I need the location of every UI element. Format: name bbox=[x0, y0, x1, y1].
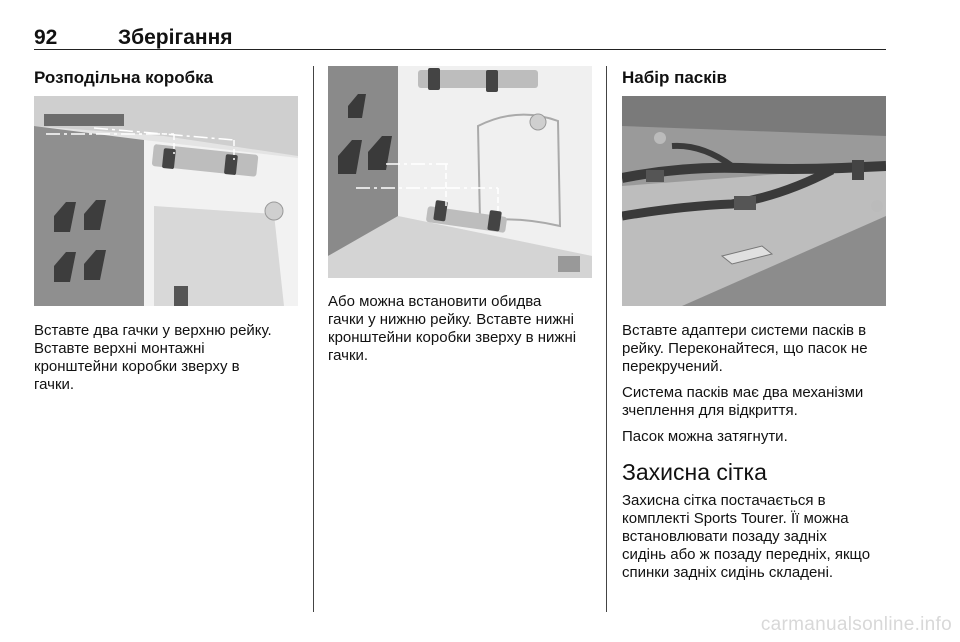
illustration-upper-rail bbox=[34, 96, 298, 306]
col1-line-4: гачки. bbox=[34, 376, 75, 393]
col3-para1-line-3: перекручений. bbox=[622, 358, 723, 375]
figure-box-upper-rail bbox=[34, 96, 298, 306]
illustration-lower-rail bbox=[328, 66, 592, 278]
col3-para1-line-2: рейку. Переконайтеся, що пасок не bbox=[622, 340, 868, 357]
col3-para3-line-1: Пасок можна затягнути. bbox=[622, 428, 788, 445]
col3-para2-line-1: Система пасків має два механізми bbox=[622, 384, 864, 401]
col2-line-2: гачки у нижню рейку. Вставте нижні bbox=[328, 311, 574, 328]
watermark: carmanualsonline.info bbox=[760, 614, 952, 635]
col1-line-1: Вставте два гачки у верхню рейку. bbox=[34, 322, 272, 339]
column-divider-1 bbox=[313, 66, 314, 612]
col3-para1-line-1: Вставте адаптери системи пасків в bbox=[622, 322, 867, 339]
col3-para4-line-4: сидінь або ж позаду передніх, якщо bbox=[622, 546, 871, 563]
col3-para4-line-2: комплекті Sports Tourer. Її можна bbox=[622, 510, 849, 527]
col2-line-3: кронштейни коробки зверху в нижні bbox=[328, 329, 577, 346]
col1-line-3: кронштейни коробки зверху в bbox=[34, 358, 240, 375]
col3-para4-line-3: встановлювати позаду задніх bbox=[622, 528, 827, 545]
illustration-strap-kit bbox=[622, 96, 886, 306]
col1-line-2: Вставте верхні монтажні bbox=[34, 340, 205, 357]
header-rule bbox=[34, 49, 886, 50]
col3-para2-line-2: зчеплення для відкриття. bbox=[622, 402, 798, 419]
section-heading-strap-kit: Набір пасків bbox=[622, 68, 727, 87]
chapter-title: Зберігання bbox=[118, 26, 233, 49]
section-heading-safety-net: Захисна сітка bbox=[622, 459, 767, 485]
figure-box-strap-kit bbox=[622, 96, 886, 306]
col3-para4-line-1: Захисна сітка постачається в bbox=[622, 492, 826, 509]
col2-line-4: гачки. bbox=[328, 347, 369, 364]
section-heading-distribution-box: Розподільна коробка bbox=[34, 68, 214, 87]
page-number: 92 bbox=[34, 26, 58, 49]
col2-line-1: Або можна встановити обидва bbox=[328, 293, 542, 310]
col3-para4-line-5: спинки задніх сидінь складені. bbox=[622, 564, 834, 581]
column-divider-2 bbox=[606, 66, 607, 612]
figure-box-lower-rail bbox=[328, 66, 592, 278]
